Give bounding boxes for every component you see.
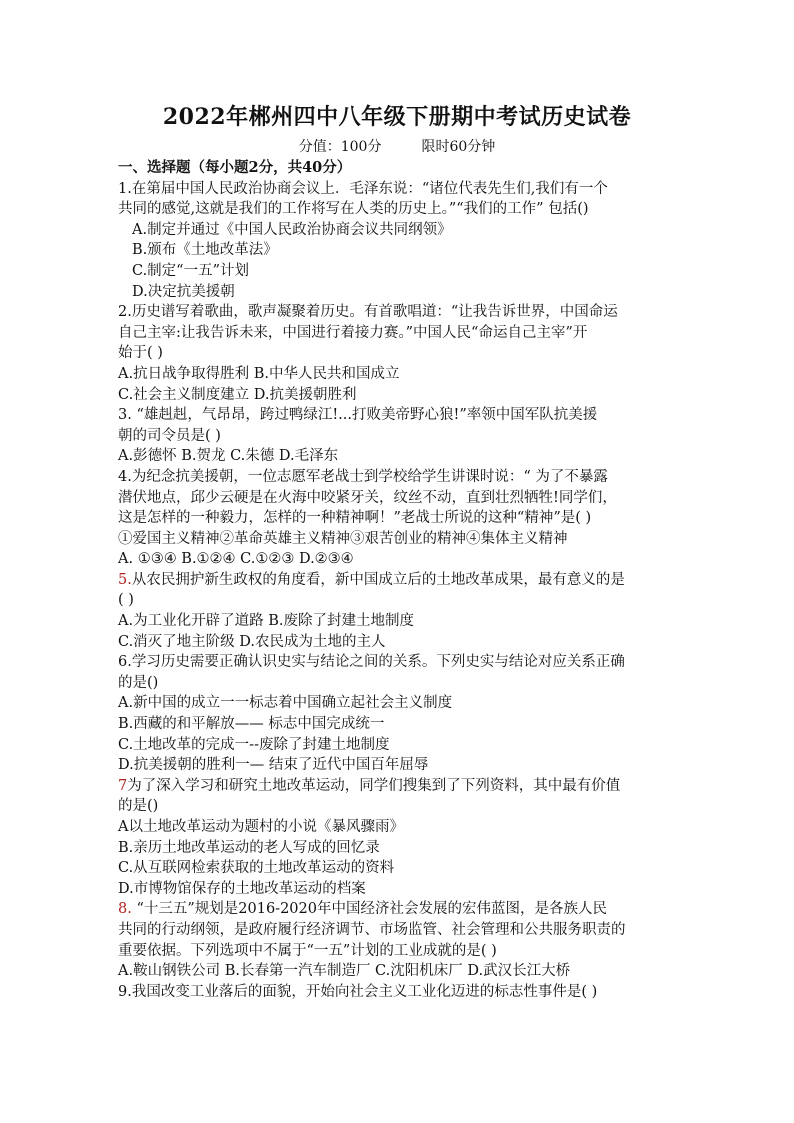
question-stem: 共同的感觉,这就是我们的工作将写在人类的历史上。”“我们的工作” 包括() <box>118 201 589 218</box>
question-stem-text: “十三五”规划是2016-2020年中国经济社会发展的宏伟蓝图，是各族人民 <box>131 901 607 918</box>
answer-option: B.颁布《土地改革法》 <box>132 242 278 259</box>
question-stem-text: 为了深入学习和研究土地改革运动，同学们搜集到了下列资料，其中最有价值 <box>127 777 621 794</box>
answer-option: A.鞍山钢铁公司 B.长春第一汽车制造厂 C.沈阳机床厂 D.武汉长江大桥 <box>118 963 571 980</box>
answer-option: A.新中国的成立一一标志着中国确立起社会主义制度 <box>118 695 453 712</box>
question-stem: 的是() <box>118 798 159 815</box>
answer-option: C.从互联网检索获取的土地改革运动的资料 <box>118 860 395 877</box>
question-1 <box>118 179 688 303</box>
question-7 <box>118 776 688 900</box>
question-stem <box>118 570 688 591</box>
question-stem <box>118 776 688 797</box>
question-stem: 潜伏地点，邱少云硬是在火海中咬紧牙关，纹丝不动，直到壮烈牺牲!同学们， <box>118 489 617 506</box>
answer-option: C.社会主义制度建立 D.抗美援朝胜利 <box>118 386 357 403</box>
question-stem: 1.在第届中国人民政治协商会议上．毛泽东说：“诸位代表先生们,我们有一个 <box>118 180 608 197</box>
question-6 <box>118 652 688 776</box>
question-stem: 9.我国改变工业落后的面貌，开始向社会主义工业化迈进的标志性事件是( ) <box>118 983 598 1000</box>
exam-body <box>118 158 688 1002</box>
question-stem-text: 从农民拥护新生政权的角度看，新中国成立后的土地改革成果，最有意义的是 <box>131 571 625 588</box>
question-stem: 自己主宰:让我告诉未来，中国进行着接力赛。”中国人民“命运自己主宰”开 <box>118 324 588 341</box>
question-stem: 4.为纪念抗美援朝，一位志愿军老战士到学校给学生讲课时说：“ 为了不暴露 <box>118 468 608 485</box>
question-stem: 朝的司令员是( ) <box>118 427 221 444</box>
answer-option: A.为工业化开辟了道路 B.废除了封建土地制度 <box>118 613 414 630</box>
answer-option: C.制定“一五”计划 <box>132 262 250 279</box>
question-number: 5. <box>118 571 132 588</box>
question-5 <box>118 570 688 652</box>
answer-option: A.制定并通过《中国人民政治协商会议共同纲领》 <box>132 221 452 238</box>
time-limit: 限时60分钟 <box>421 139 496 155</box>
exam-meta <box>0 136 794 156</box>
answer-option: A以土地改革运动为题村的小说《暴风骤雨》 <box>118 819 404 835</box>
answer-option: D.抗美援朝的胜利一— 结束了近代中国百年屈辱 <box>118 757 429 774</box>
question-stem: ①爱国主义精神②革命英雄主义精神③艰苦创业的精神④集体主义精神 <box>118 530 568 547</box>
section-heading: 一、选择题（每小题2分，共40分） <box>118 159 352 176</box>
question-number: 7 <box>118 777 128 794</box>
question-stem: 2.历史谱写着歌曲，歌声凝聚着历史。有首歌唱道：“让我告诉世界，中国命运 <box>118 304 618 321</box>
question-9 <box>118 982 688 1003</box>
question-stem: 重要依据。下列选项中不属于“一五”计划的工业成就的是( ) <box>118 942 497 959</box>
answer-option: D.市博物馆保存的土地改革运动的档案 <box>118 880 366 897</box>
answer-option: C.消灭了地主阶级 D.农民成为土地的主人 <box>118 633 386 650</box>
question-3 <box>118 405 688 467</box>
question-stem: 始于( ) <box>118 345 163 362</box>
question-stem: 3. “雄赳赳，气昂昂，跨过鸭绿江!...打败美帝野心狼!”率领中国军队抗美援 <box>118 407 598 424</box>
answer-option: A.彭德怀 B.贺龙 C.朱德 D.毛泽东 <box>118 448 339 465</box>
question-stem: ( ) <box>118 592 134 609</box>
question-8 <box>118 899 688 981</box>
answer-option: B.亲历土地改革运动的老人写成的回忆录 <box>118 839 380 856</box>
question-2 <box>118 302 688 405</box>
answer-option: B.西藏的和平解放—— 标志中国完成统一 <box>118 716 385 733</box>
question-stem: 的是() <box>118 674 159 691</box>
question-4 <box>118 467 688 570</box>
question-number: 8. <box>118 901 132 918</box>
question-stem: 6.学习历史需要正确认识史实与结论之间的关系。下列史实与结论对应关系正确 <box>118 654 625 671</box>
page-title: 2022年郴州四中八年级下册期中考试历史试卷 <box>162 104 632 130</box>
question-stem: 共同的行动纲领，是政府履行经济调节、市场监管、社会管理和公共服务职责的 <box>118 921 626 938</box>
score-info: 分值：100分 <box>298 139 382 155</box>
answer-option: D.决定抗美援朝 <box>132 283 235 300</box>
answer-option: A. ①③④ B.①②④ C.①②③ D.②③④ <box>118 551 354 568</box>
answer-option: A.抗日战争取得胜利 B.中华人民共和国成立 <box>118 365 400 382</box>
answer-option: C.土地改革的完成一--废除了封建土地制度 <box>118 736 390 753</box>
question-stem <box>118 899 688 920</box>
question-stem: 这是怎样的一种毅力，怎样的一种精神啊！”老战士所说的这种“精神”是( ) <box>118 510 592 527</box>
